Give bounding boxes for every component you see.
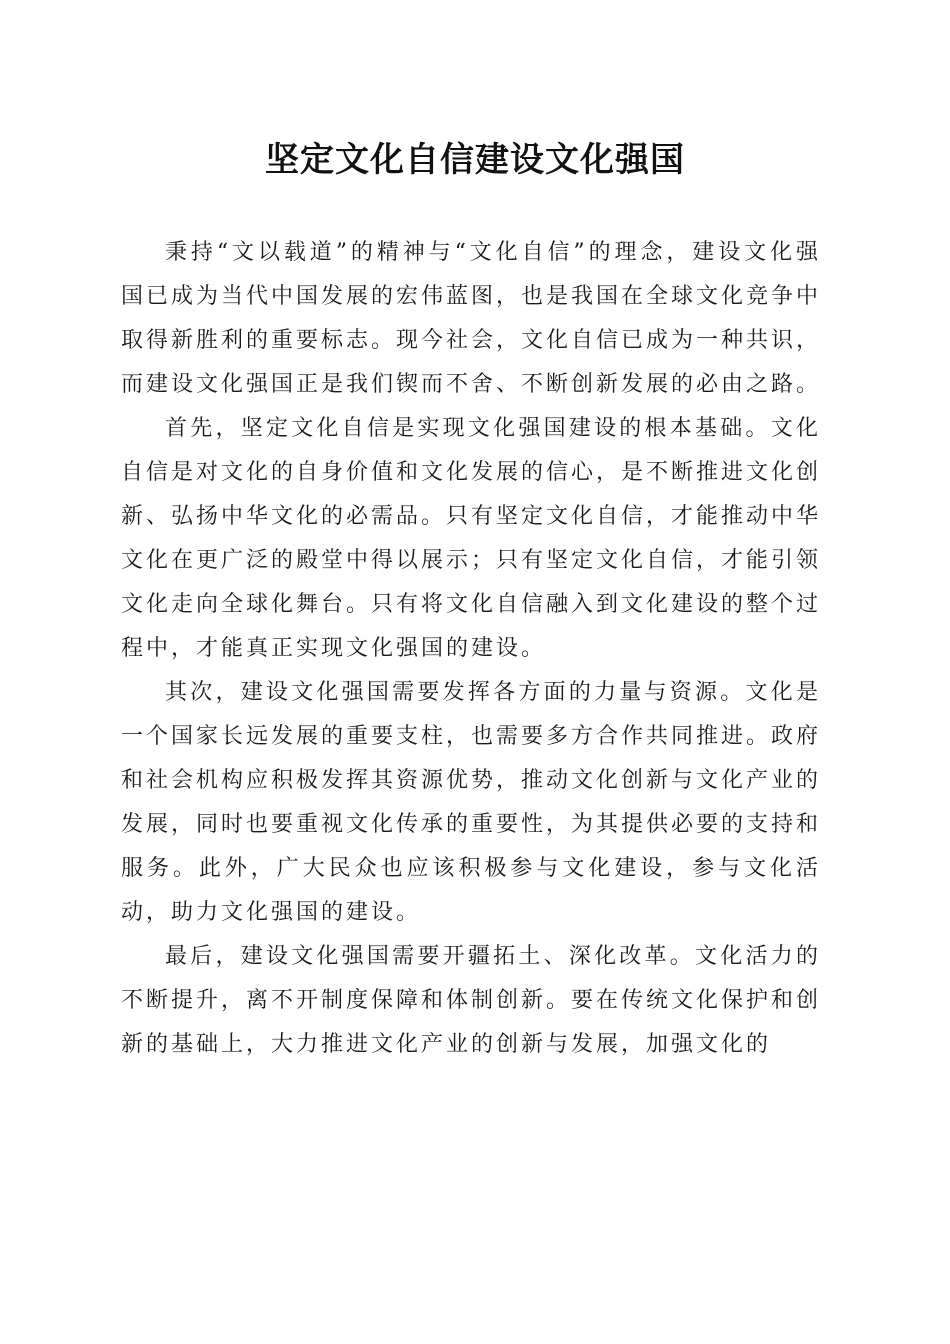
paragraph-second: 其次，建设文化强国需要发挥各方面的力量与资源。文化是一个国家长远发展的重要支柱，也需要多方合作共同推进。政府和社会机构应积极发挥其资源优势，推动文化创新与文化产业的发展，同时也要重视文化传承的重要性，为其提供必要的支持和服务。此外，广大民众也应该积极参与文化建设，参与文化活动，助力文化强国的建设。 — [121, 680, 822, 925]
paragraph-first: 首先，坚定文化自信是实现文化强国建设的根本基础。文化自信是对文化的自身价值和文化发展的信心，是不断推进文化创新、弘扬中华文化的必需品。只有坚定文化自信，才能推动中华文化在更广泛的殿堂中得以展示；只有坚定文化自信，才能引领文化走向全球化舞台。只有将文化自信融入到文化建设的整个过程中，才能真正实现文化强国的建设。 — [121, 416, 822, 661]
paragraph-intro: 秉持“文以载道”的精神与“文化自信”的理念，建设文化强国已成为当代中国发展的宏伟蓝图，也是我国在全球文化竞争中取得新胜利的重要标志。现今社会，文化自信已成为一种共识，而建设文化强国正是我们锲而不舍、不断创新发展的必由之路。 — [121, 240, 822, 397]
document-body — [121, 231, 821, 1067]
document-title: 坚定文化自信建设文化强国 — [265, 140, 685, 180]
paragraph-last: 最后，建设文化强国需要开疆拓土、深化改革。文化活力的不断提升，离不开制度保障和体制创新。要在传统文化保护和创新的基础上，大力推进文化产业的创新与发展，加强文化的 — [121, 944, 822, 1057]
